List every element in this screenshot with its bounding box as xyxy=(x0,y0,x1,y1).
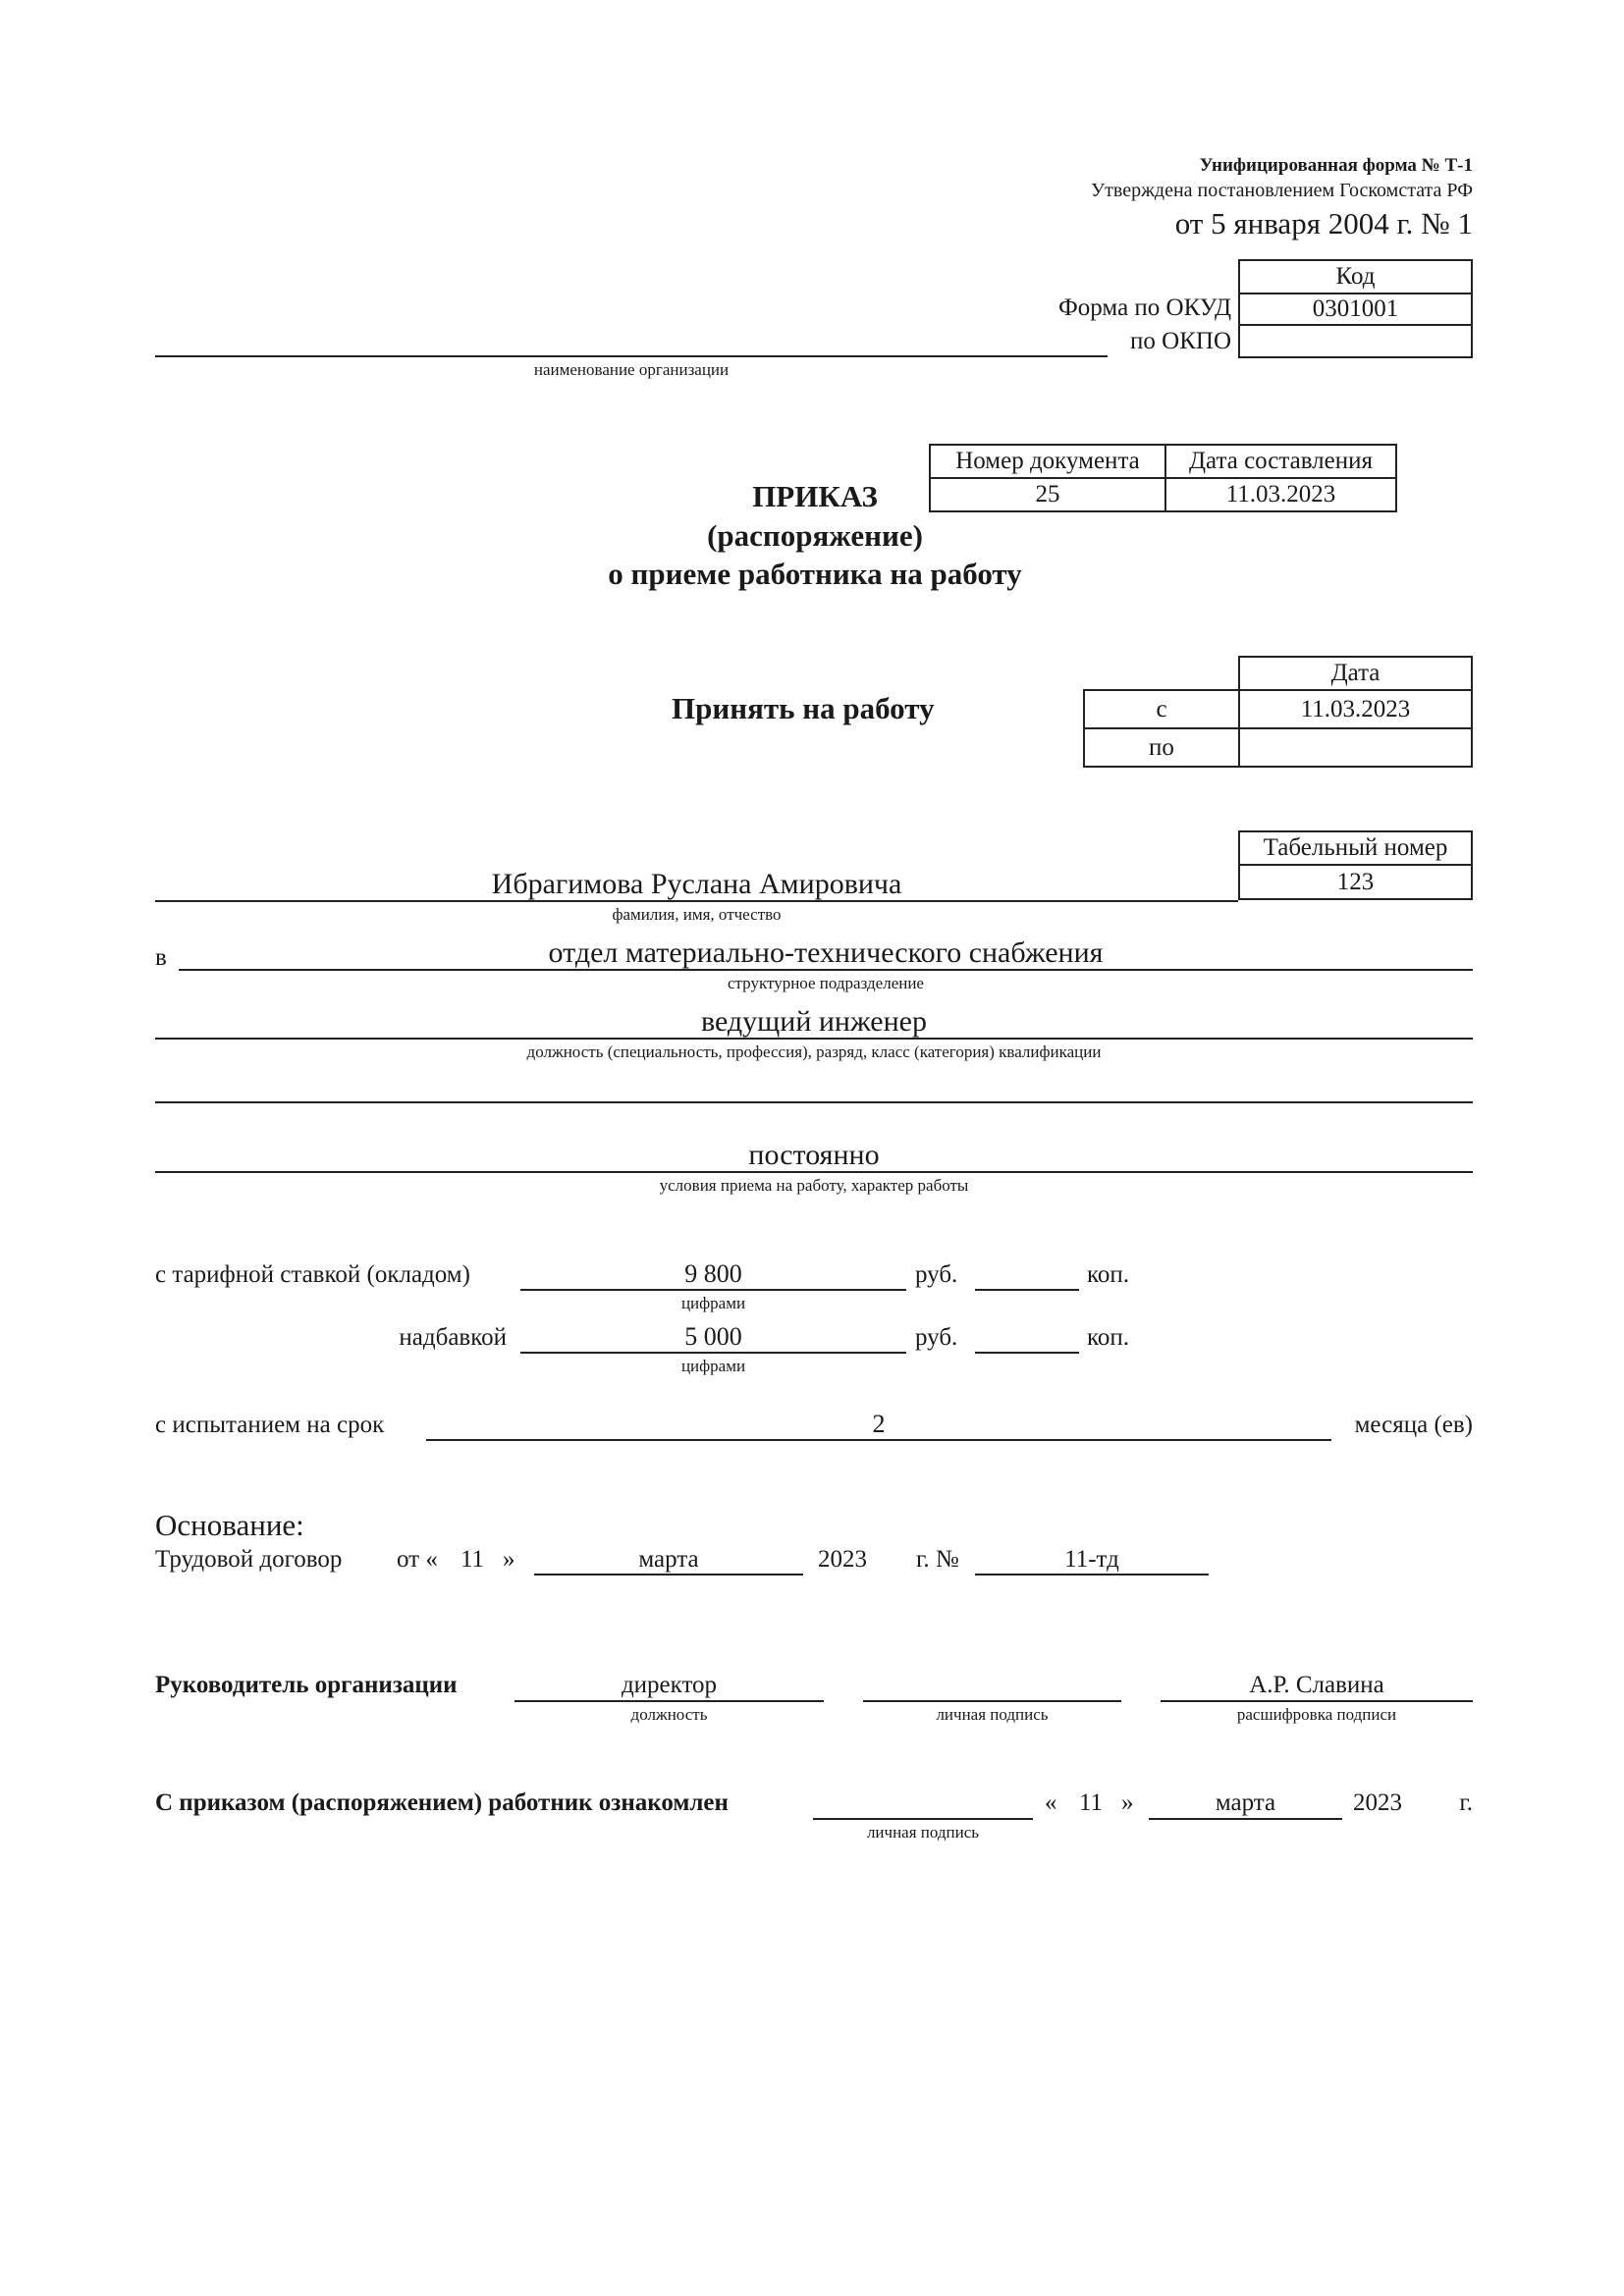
okpo-value xyxy=(1239,325,1472,357)
hire-to-label: по xyxy=(1084,728,1239,767)
rate-rub-label: руб. xyxy=(915,1261,958,1288)
department-in-label: в xyxy=(155,944,167,971)
codes-table xyxy=(1238,259,1473,358)
probation-unit: месяца (ев) xyxy=(1354,1412,1473,1438)
basis-year: 2023 xyxy=(818,1546,867,1573)
tab-number: 123 xyxy=(1239,865,1472,899)
probation-value: 2 xyxy=(872,1410,886,1438)
bonus-label: надбавкой xyxy=(399,1324,507,1351)
basis-doc-label: Трудовой договор xyxy=(155,1546,343,1573)
conditions-line xyxy=(155,1171,1473,1173)
approved-date: от 5 января 2004 г. № 1 xyxy=(1174,206,1473,240)
bonus-kop-line xyxy=(975,1352,1079,1354)
acquainted-month-line xyxy=(1149,1818,1342,1820)
doc-number-header: Номер документа xyxy=(930,445,1165,478)
head-position-line xyxy=(514,1700,824,1702)
rate-kop-label: коп. xyxy=(1087,1261,1130,1288)
bonus-kop-label: коп. xyxy=(1087,1324,1130,1351)
employee-name-line xyxy=(155,900,1238,902)
organization-line xyxy=(155,355,1108,357)
head-name-caption: расшифровка подписи xyxy=(1236,1705,1397,1724)
basis-from-label: от « xyxy=(397,1546,438,1573)
okpo-label: по ОКПО xyxy=(1130,328,1231,354)
okud-label: Форма по ОКУД xyxy=(1058,294,1231,321)
head-label: Руководитель организации xyxy=(155,1672,458,1698)
head-position-caption: должность xyxy=(630,1705,708,1724)
basis-close-quote: » xyxy=(503,1546,515,1573)
rate-value: 9 800 xyxy=(684,1259,742,1288)
department: отдел материально-технического снабжения xyxy=(548,936,1104,969)
bonus-caption: цифрами xyxy=(680,1357,746,1375)
basis-month: марта xyxy=(638,1546,699,1573)
hire-from-label: с xyxy=(1084,690,1239,728)
basis-day: 11 xyxy=(460,1546,485,1573)
head-signature-line xyxy=(863,1700,1121,1702)
bonus-line xyxy=(520,1352,906,1354)
position-line xyxy=(155,1038,1473,1040)
bonus-value: 5 000 xyxy=(684,1322,742,1351)
rate-label: с тарифной ставкой (окладом) xyxy=(155,1261,470,1288)
head-name: А.Р. Славина xyxy=(1249,1672,1384,1698)
organization-caption: наименование организации xyxy=(533,360,730,379)
okud-value: 0301001 xyxy=(1239,294,1472,325)
conditions: постоянно xyxy=(748,1139,880,1171)
acquainted-open-quote: « xyxy=(1045,1789,1057,1816)
probation-line xyxy=(426,1439,1331,1441)
head-signature-caption: личная подпись xyxy=(936,1705,1049,1724)
tab-number-table xyxy=(1238,830,1473,900)
rate-caption: цифрами xyxy=(680,1294,746,1312)
acquainted-signature-line xyxy=(813,1818,1033,1820)
acquainted-label: С приказом (распоряжением) работник ознакомлен xyxy=(155,1789,729,1816)
conditions-caption: условия приема на работу, характер работы xyxy=(659,1176,969,1195)
code-header: Код xyxy=(1239,260,1472,294)
approved-by: Утверждена постановлением Госкомстата РФ xyxy=(1091,180,1473,201)
tab-number-header: Табельный номер xyxy=(1239,831,1472,865)
hire-date-table xyxy=(1083,656,1473,768)
basis-number-line xyxy=(975,1574,1209,1575)
form-name: Унифицированная форма № Т-1 xyxy=(1199,155,1473,176)
rate-line xyxy=(520,1289,906,1291)
position-extra-line xyxy=(155,1101,1473,1103)
department-line xyxy=(179,969,1473,971)
position-caption: должность (специальность, профессия), разряд, класс (категория) квалификации xyxy=(526,1042,1102,1061)
hire-empty-cell xyxy=(1084,657,1239,690)
hire-label: Принять на работу xyxy=(672,691,935,725)
title-order: ПРИКАЗ xyxy=(752,479,878,513)
acquainted-signature-caption: личная подпись xyxy=(866,1823,980,1842)
hire-date-header: Дата xyxy=(1239,657,1472,690)
head-name-line xyxy=(1161,1700,1473,1702)
acquainted-day: 11 xyxy=(1078,1789,1104,1816)
probation-label: с испытанием на срок xyxy=(155,1412,385,1438)
acquainted-year-suffix: г. xyxy=(1459,1789,1473,1816)
hire-to-value xyxy=(1239,728,1472,767)
acquainted-month: марта xyxy=(1215,1789,1276,1816)
employee-name-caption: фамилия, имя, отчество xyxy=(612,905,782,924)
department-caption: структурное подразделение xyxy=(728,974,924,992)
acquainted-close-quote: » xyxy=(1121,1789,1134,1816)
position: ведущий инженер xyxy=(700,1005,927,1038)
acquainted-year: 2023 xyxy=(1353,1789,1402,1816)
bonus-rub-label: руб. xyxy=(915,1324,958,1351)
doc-date-header: Дата составления xyxy=(1165,445,1396,478)
doc-number: 25 xyxy=(930,478,1165,511)
hire-from-value: 11.03.2023 xyxy=(1239,690,1472,728)
doc-date: 11.03.2023 xyxy=(1165,478,1396,511)
head-position: директор xyxy=(621,1672,718,1698)
title-disposition: (распоряжение) xyxy=(707,518,923,553)
rate-kop-line xyxy=(975,1289,1079,1291)
basis-number-label: г. № xyxy=(916,1546,959,1573)
basis-heading: Основание: xyxy=(155,1508,304,1542)
basis-number: 11-тд xyxy=(1064,1546,1119,1573)
title-subject: о приеме работника на работу xyxy=(608,557,1022,591)
basis-month-line xyxy=(534,1574,803,1575)
employee-name: Ибрагимова Руслана Амировича xyxy=(491,868,902,900)
